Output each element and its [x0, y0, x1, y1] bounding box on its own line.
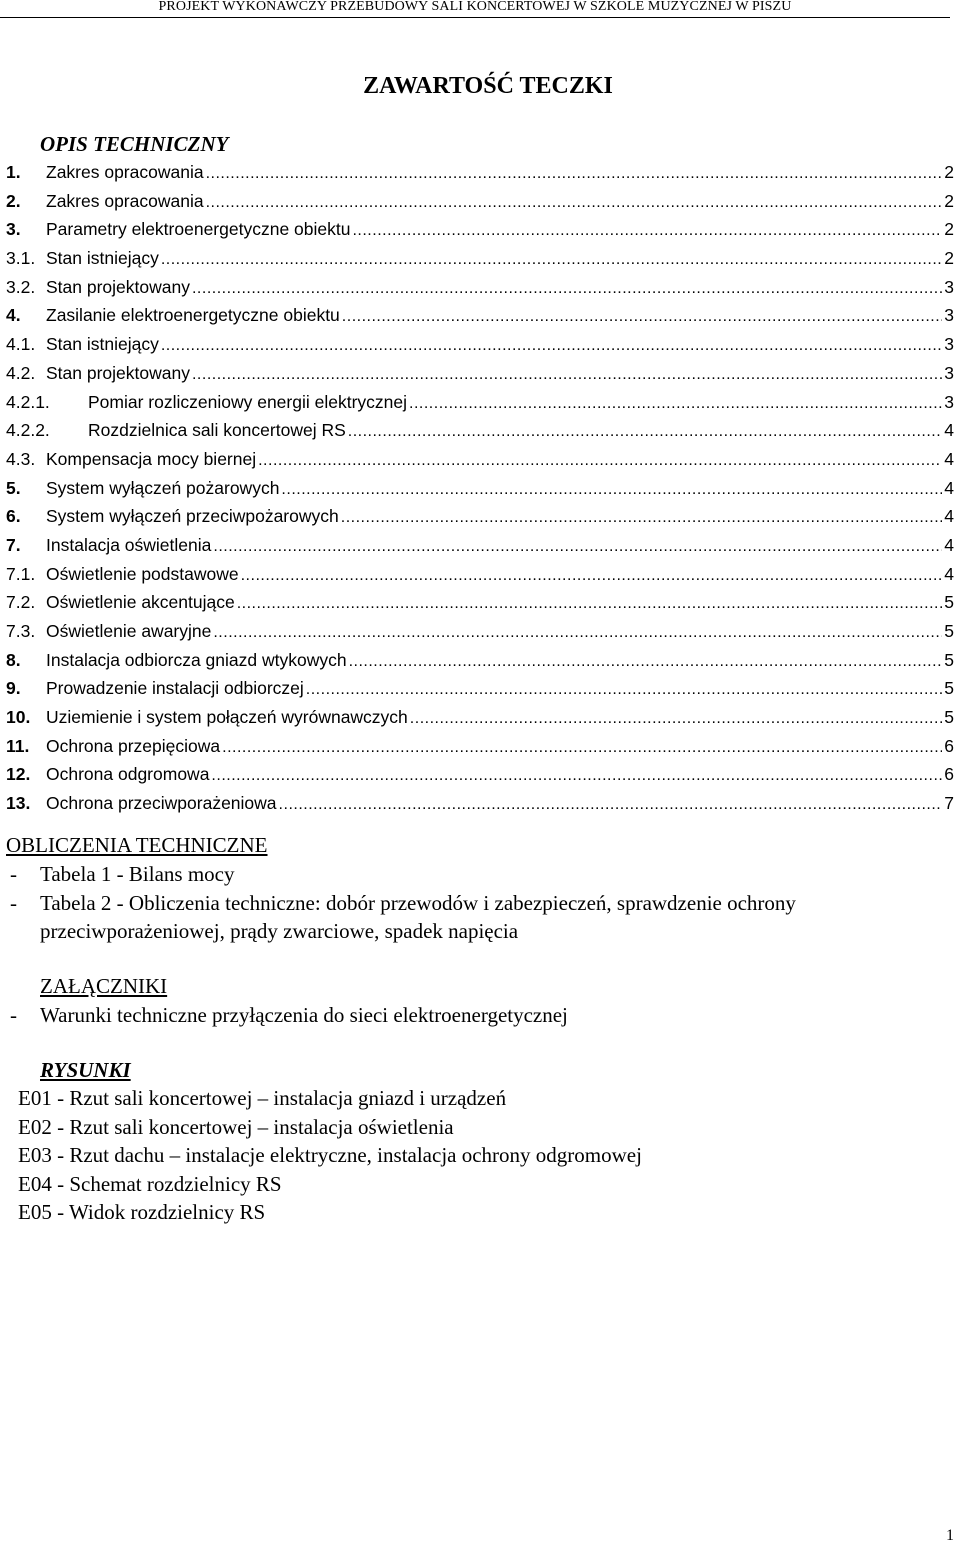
toc-entry — [6, 301, 954, 330]
toc-entry — [6, 789, 954, 818]
toc-entry — [6, 187, 954, 216]
toc-entry-number: 4.2.1. — [6, 391, 50, 412]
toc-entry-number: 4.2.2. — [6, 420, 50, 441]
toc-leader-dots — [213, 533, 942, 562]
section-heading-rysunki: RYSUNKI — [40, 1058, 131, 1082]
rysunki-list — [18, 1084, 642, 1227]
toc-entry-title: Instalacja odbiorcza gniazd wtykowych — [46, 649, 347, 670]
toc-leader-dots — [410, 705, 942, 734]
toc-entry-number: 12. — [6, 764, 31, 785]
toc-entry-title: Zakres opracowania — [46, 190, 204, 211]
toc-entry-title: Uziemienie i system połączeń wyrównawczych — [46, 707, 408, 728]
toc-entry-title: Stan projektowany — [46, 276, 190, 297]
toc-entry — [6, 416, 954, 445]
toc-entry-number: 11. — [6, 735, 30, 756]
toc-entry-number: 7.1. — [6, 563, 36, 584]
toc-entry-page: 4 — [944, 563, 954, 584]
toc-entry-title: Stan istniejący — [46, 248, 159, 269]
obliczenia-item — [10, 860, 940, 889]
toc-entry-page: 3 — [944, 362, 954, 383]
toc-entry-number: 4.1. — [6, 334, 36, 355]
toc-entry-page: 3 — [944, 305, 954, 326]
toc-entry — [6, 588, 954, 617]
toc-entry-page: 3 — [944, 334, 954, 355]
toc-entry-page: 2 — [944, 248, 954, 269]
toc-entry-number: 4.2. — [6, 362, 36, 383]
toc-entry-title: Oświetlenie awaryjne — [46, 621, 212, 641]
section-heading-zalaczniki: ZAŁĄCZNIKI — [40, 974, 168, 998]
list-dash: - — [10, 890, 17, 915]
section-heading-opis: OPIS TECHNICZNY — [40, 132, 229, 156]
toc-entry-title: Zakres opracowania — [46, 162, 204, 182]
toc-entry-number: 8. — [6, 649, 21, 670]
toc-entry — [6, 445, 954, 474]
toc-leader-dots — [206, 160, 943, 189]
toc-leader-dots — [192, 361, 942, 390]
toc-entry-title: Prowadzenie instalacji odbiorczej — [46, 678, 304, 699]
toc-entry-title: Rozdzielnica sali koncertowej RS — [88, 420, 346, 441]
toc-entry-title: Parametry elektroenergetyczne obiektu — [46, 219, 351, 240]
running-header: PROJEKT WYKONAWCZY PRZEBUDOWY SALI KONCERTOWEJ W SZKOLE MUZYCZNEJ W PISZU — [0, 0, 950, 18]
toc-entry-page: 7 — [944, 793, 954, 814]
toc-entry-page: 4 — [944, 448, 954, 469]
toc-entry-page: 5 — [944, 621, 954, 641]
toc-entry-number: 3.2. — [6, 276, 36, 297]
toc-entry — [6, 502, 954, 531]
toc-leader-dots — [409, 390, 942, 419]
toc-entry-number: 1. — [6, 162, 21, 182]
list-dash: - — [10, 1003, 17, 1027]
toc-entry — [6, 560, 954, 589]
toc-entry-page: 5 — [944, 707, 954, 728]
toc-entry — [6, 646, 954, 675]
toc-entry — [6, 388, 954, 417]
toc-entry — [6, 617, 954, 646]
toc-entry-title: Kompensacja mocy biernej — [46, 448, 257, 469]
toc-entry-page: 4 — [944, 477, 954, 498]
toc-entry-number: 7.3. — [6, 621, 36, 641]
table-of-contents — [6, 158, 954, 818]
toc-leader-dots — [222, 734, 942, 763]
toc-entry-page: 5 — [944, 678, 954, 699]
toc-entry-page: 4 — [944, 534, 954, 555]
toc-entry-title: Ochrona przepięciowa — [46, 735, 221, 756]
toc-leader-dots — [192, 275, 942, 304]
toc-entry-page: 5 — [944, 592, 954, 613]
toc-entry — [6, 215, 954, 244]
toc-leader-dots — [161, 332, 942, 361]
toc-leader-dots — [352, 217, 942, 246]
drawing-item: E02 - Rzut sali koncertowej – instalacja oświetlenia — [18, 1114, 454, 1139]
toc-entry-page: 6 — [944, 764, 954, 785]
toc-entry — [6, 674, 954, 703]
zalaczniki-item — [10, 1001, 940, 1030]
toc-entry — [6, 732, 954, 761]
toc-entry-title: Ochrona odgromowa — [46, 764, 210, 785]
toc-entry-number: 7.2. — [6, 592, 36, 613]
toc-entry-number: 9. — [6, 678, 21, 699]
toc-entry-title: Stan projektowany — [46, 362, 190, 383]
toc-leader-dots — [349, 648, 943, 677]
toc-entry — [6, 359, 954, 388]
toc-entry-title: Stan istniejący — [46, 334, 159, 355]
toc-entry-title: Oświetlenie akcentujące — [46, 592, 235, 613]
toc-leader-dots — [241, 562, 943, 591]
toc-entry-number: 7. — [6, 534, 21, 555]
toc-entry-number: 3. — [6, 219, 21, 240]
toc-entry-title: Ochrona przeciwporażeniowa — [46, 793, 277, 814]
obliczenia-item-text: Tabela 1 - Bilans mocy — [40, 862, 235, 886]
obliczenia-item — [10, 889, 940, 946]
obliczenia-item-text: Tabela 2 - Obliczenia techniczne: dobór przewodów i zabezpieczeń, sprawdzenie ochrony przeciwporażeniowej, prądy zwarciowe, spadek napięcia — [40, 890, 796, 943]
toc-entry — [6, 760, 954, 789]
toc-entry-number: 2. — [6, 190, 21, 211]
toc-leader-dots — [237, 590, 943, 619]
drawing-item: E03 - Rzut dachu – instalacje elektryczne, instalacja ochrony odgromowej — [18, 1143, 642, 1167]
toc-entry-page: 2 — [944, 162, 954, 182]
toc-entry — [6, 474, 954, 503]
list-dash: - — [10, 862, 17, 886]
toc-entry-page: 2 — [944, 190, 954, 211]
toc-leader-dots — [213, 619, 942, 648]
toc-leader-dots — [342, 303, 942, 332]
drawing-item: E01 - Rzut sali koncertowej – instalacja gniazd i urządzeń — [18, 1086, 507, 1110]
toc-entry-title: System wyłączeń przeciwpożarowych — [46, 506, 339, 527]
toc-entry-page: 4 — [944, 420, 954, 441]
toc-entry-page: 2 — [944, 219, 954, 240]
toc-entry — [6, 244, 954, 273]
toc-entry-page: 4 — [944, 506, 954, 527]
toc-entry-title: Pomiar rozliczeniowy energii elektrycznej — [88, 391, 408, 412]
toc-entry-page: 3 — [944, 391, 954, 412]
toc-entry — [6, 273, 954, 302]
toc-entry-number: 5. — [6, 477, 21, 498]
toc-entry-number: 10. — [6, 707, 31, 728]
obliczenia-list — [10, 860, 940, 946]
toc-leader-dots — [258, 447, 942, 476]
toc-leader-dots — [348, 418, 943, 447]
toc-leader-dots — [281, 476, 942, 505]
drawing-item: E05 - Widok rozdzielnicy RS — [18, 1200, 266, 1224]
zalaczniki-list — [10, 1001, 940, 1030]
toc-entry-title: Instalacja oświetlenia — [46, 534, 212, 555]
toc-entry — [6, 158, 954, 187]
toc-entry-page: 6 — [944, 735, 954, 756]
toc-entry-number: 13. — [6, 793, 31, 814]
page-title: ZAWARTOŚĆ TECZKI — [363, 73, 613, 99]
toc-leader-dots — [306, 676, 942, 705]
toc-entry-number: 3.1. — [6, 248, 36, 269]
toc-entry-number: 4.3. — [6, 448, 36, 469]
toc-entry-title: Zasilanie elektroenergetyczne obiektu — [46, 305, 340, 326]
toc-entry-page: 3 — [944, 276, 954, 297]
toc-entry-number: 6. — [6, 506, 21, 527]
toc-entry — [6, 531, 954, 560]
toc-entry-title: System wyłączeń pożarowych — [46, 477, 280, 498]
toc-entry-number: 4. — [6, 305, 21, 326]
page-number: 1 — [946, 1527, 954, 1544]
toc-entry — [6, 703, 954, 732]
toc-leader-dots — [206, 189, 943, 218]
toc-entry — [6, 330, 954, 359]
toc-leader-dots — [211, 762, 942, 791]
drawing-item: E04 - Schemat rozdzielnicy RS — [18, 1171, 282, 1196]
toc-leader-dots — [161, 246, 942, 275]
toc-entry-title: Oświetlenie podstawowe — [46, 563, 239, 584]
toc-leader-dots — [279, 791, 943, 820]
zalaczniki-item-text: Warunki techniczne przyłączenia do sieci elektroenergetycznej — [40, 1003, 568, 1027]
toc-entry-page: 5 — [944, 649, 954, 670]
section-heading-obliczenia: OBLICZENIA TECHNICZNE — [6, 833, 268, 857]
toc-leader-dots — [341, 504, 943, 533]
